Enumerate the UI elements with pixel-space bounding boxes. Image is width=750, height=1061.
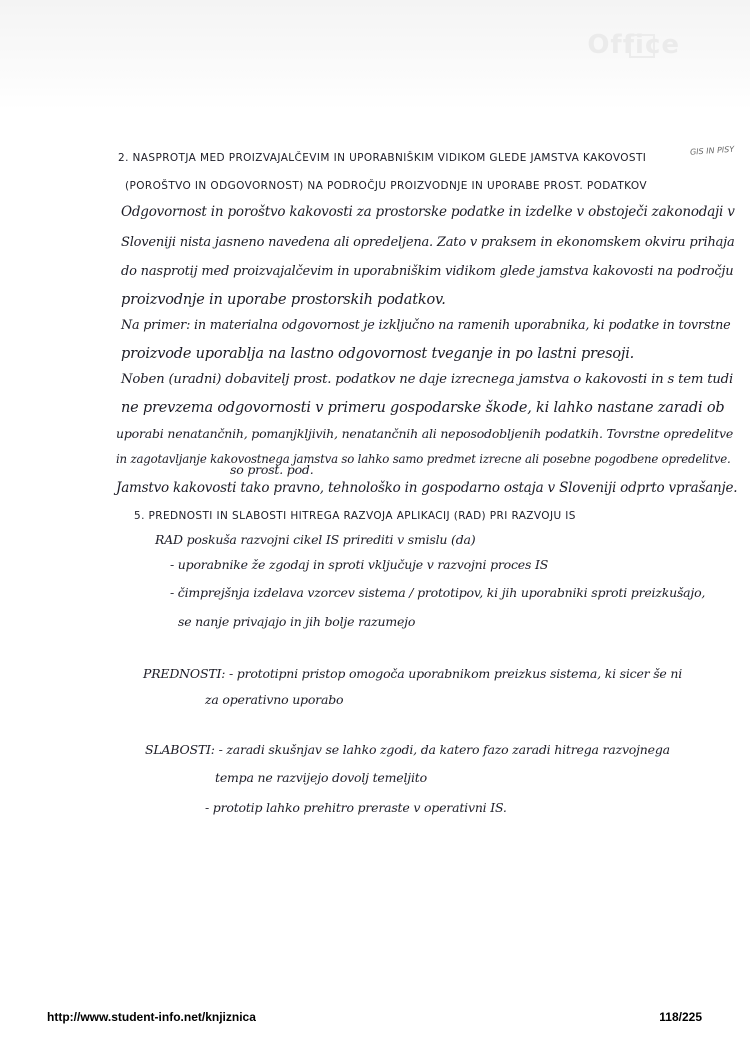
text-line: proizvodnje in uporabe prostorskih podatkov.: [121, 292, 446, 308]
heading-line-2: (POROŠTVO IN ODGOVORNOST) NA PODROČJU PROIZVODNJE IN UPORABE PROST. PODATKOV: [125, 180, 647, 192]
list-item-continuation: se nanje privajajo in jih bolje razumejo: [178, 614, 416, 629]
list-item: - čimprejšnja izdelava vzorcev sistema / prototipov, ki jih uporabniki sproti preizkušajo,: [170, 585, 706, 600]
page-number: 118/225: [659, 1010, 702, 1024]
text-line: proizvode uporablja na lastno odgovornost tveganje in po lastni presoji.: [121, 346, 635, 362]
section-heading: 5. PREDNOSTI IN SLABOSTI HITREGA RAZVOJA APLIKACIJ (RAD) PRI RAZVOJU IS: [134, 510, 576, 522]
advantages-continuation: za operativno uporabo: [205, 692, 344, 707]
text-line: in zagotavljanje kakovostnega jamstva so lahko samo predmet izrecne ali posebne pogodbene opredelitve.: [116, 452, 731, 466]
text-line: Na primer: in materialna odgovornost je izključno na ramenih uporabnika, ki podatke in tovrstne: [121, 318, 731, 333]
text-line: Jamstvo kakovosti tako pravno, tehnološko in gospodarno ostaja v Sloveniji odprto vprašanje.: [116, 480, 738, 496]
text-line: uporabi nenatančnih, pomanjkljivih, nenatančnih ali neposodobljenih podatkih. Tovrstne opredelitve: [116, 426, 734, 441]
text-line: Odgovornost in poroštvo kakovosti za prostorske podatke in izdelke v obstoječi zakonodaji v: [121, 204, 735, 220]
interline-note: so prost. pod.: [230, 462, 314, 477]
disadvantages-line: SLABOSTI: - zaradi skušnjav se lahko zgodi, da katero fazo zaradi hitrega razvojnega: [145, 742, 670, 757]
corner-annotation: GIS IN PISY: [689, 144, 735, 157]
advantages-line: PREDNOSTI: - prototipni pristop omogoča uporabnikom preizkus sistema, ki sicer še ni: [143, 666, 683, 681]
text-line: RAD poskuša razvojni cikel IS prirediti v smislu (da): [155, 532, 476, 547]
list-item: - uporabnike že zgodaj in sproti vključuje v razvojni proces IS: [170, 557, 549, 572]
text-line: Sloveniji nista jasneno navedena ali opredeljena. Zato v praksem in ekonomskem okviru prihaja: [121, 235, 735, 250]
text-line: ne prevzema odgovornosti v primeru gospodarske škode, ki lahko nastane zaradi ob: [121, 400, 725, 416]
scan-bleed-through: [0, 0, 750, 110]
text-line: do nasprotij med proizvajalčevim in uporabniškim vidikom glede jamstva kakovosti na področju: [121, 264, 734, 279]
disadvantages-continuation: tempa ne razvijejo dovolj temeljito: [215, 770, 427, 785]
footer-url[interactable]: http://www.student-info.net/knjiznica: [47, 1010, 256, 1024]
heading-line-1: 2. NASPROTJA MED PROIZVAJALČEVIM IN UPORABNIŠKIM VIDIKOM GLEDE JAMSTVA KAKOVOSTI: [118, 152, 647, 164]
text-line: Noben (uradni) dobavitelj prost. podatkov ne daje izrecnega jamstva o kakovosti in s tem tudi: [121, 372, 733, 387]
bleed-logo-text: Office: [587, 30, 680, 60]
disadvantages-line-2: - prototip lahko prehitro preraste v operativni IS.: [205, 800, 507, 815]
